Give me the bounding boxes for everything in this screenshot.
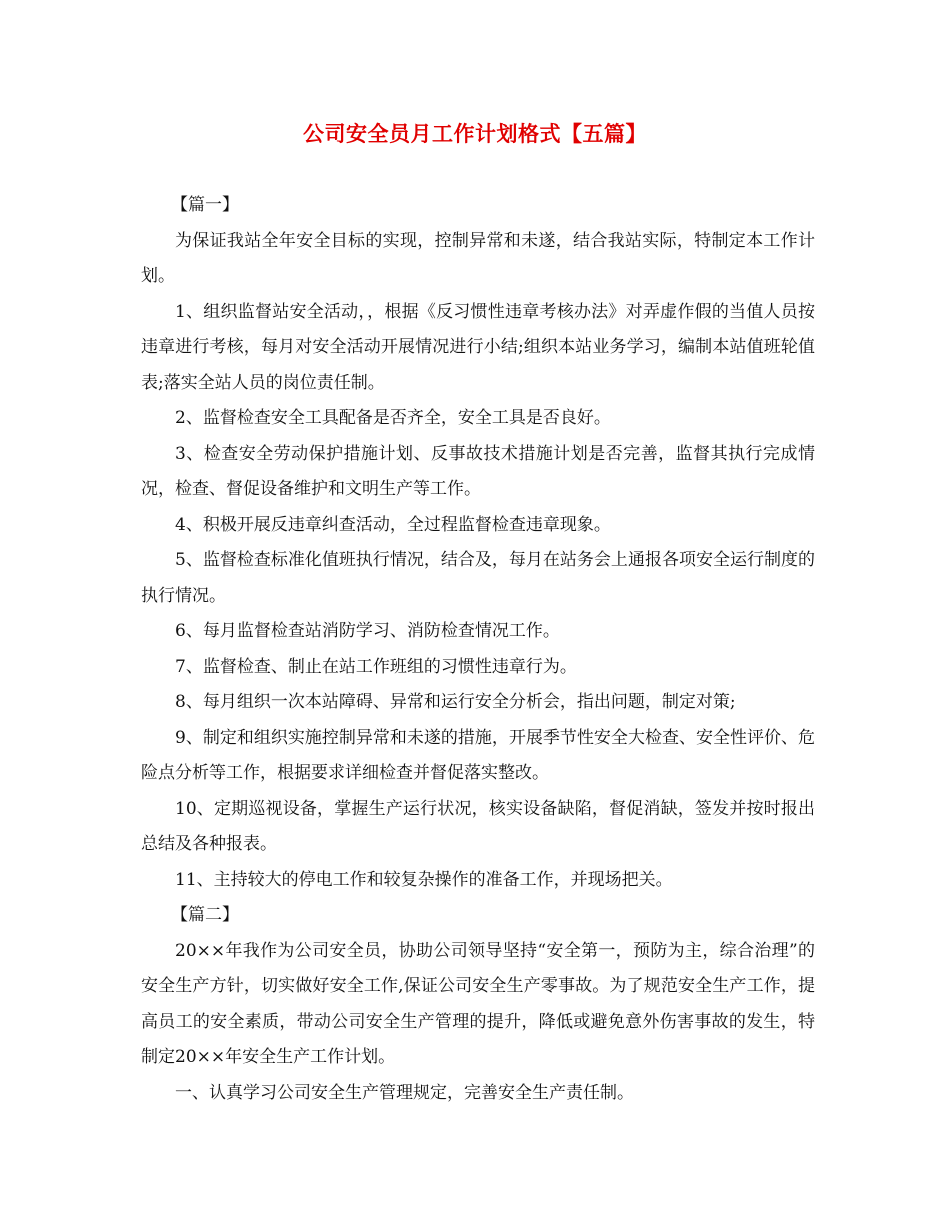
paragraph: 7、监督检查、制止在站工作班组的习惯性违章行为。	[175, 656, 577, 677]
document-body	[141, 188, 815, 1111]
paragraph: 为保证我站全年安全目标的实现，控制异常和未遂，结合我站实际，特制定本工作计划。	[141, 230, 815, 286]
paragraph: 4、积极开展反违章纠查活动，全过程监督检查违章现象。	[175, 514, 611, 535]
paragraph: 20××年我作为公司安全员，协助公司领导坚持“安全第一，预防为主，综合治理”的安全生产方针，切实做好安全工作,保证公司安全生产零事故。为了规范安全生产工作，提高员工的安全素质，带动公司安全生产管理的提升，降低或避免意外伤害事故的发生，特制定20××年安全生产工作计划。	[141, 940, 815, 1067]
paragraph: 8、每月组织一次本站障碍、异常和运行安全分析会，指出问题，制定对策;	[175, 692, 736, 712]
paragraph: 11、主持较大的停电工作和较复杂操作的准备工作，并现场把关。	[175, 869, 673, 890]
document-title: 公司安全员月工作计划格式【五篇】	[303, 121, 647, 146]
section-heading-1: 【篇一】	[171, 195, 239, 215]
paragraph: 10、定期巡视设备，掌握生产运行状况，核实设备缺陷，督促消缺，签发并按时报出总结及各种报表。	[141, 798, 815, 854]
paragraph: 6、每月监督检查站消防学习、消防检查情况工作。	[175, 621, 560, 641]
paragraph: 2、监督检查安全工具配备是否齐全，安全工具是否良好。	[175, 408, 611, 428]
paragraph: 3、检查安全劳动保护措施计划、反事故技术措施计划是否完善，监督其执行完成情况，检查、督促设备维护和文明生产等工作。	[141, 443, 815, 499]
paragraph: 一、认真学习公司安全生产管理规定，完善安全生产责任制。	[175, 1082, 634, 1103]
paragraph: 5、监督检查标准化值班执行情况，结合及，每月在站务会上通报各项安全运行制度的执行情况。	[141, 550, 815, 606]
paragraph: 9、制定和组织实施控制异常和未遂的措施，开展季节性安全大检查、安全性评价、危险点分析等工作，根据要求详细检查并督促落实整改。	[141, 727, 815, 783]
paragraph: 1、组织监督站安全活动，，根据《反习惯性违章考核办法》对弄虚作假的当值人员按违章进行考核，每月对安全活动开展情况进行小结;组织本站业务学习，编制本站值班轮值表;落实全站人员的岗位责任制。	[141, 301, 815, 393]
section-heading-2: 【篇二】	[171, 905, 239, 925]
